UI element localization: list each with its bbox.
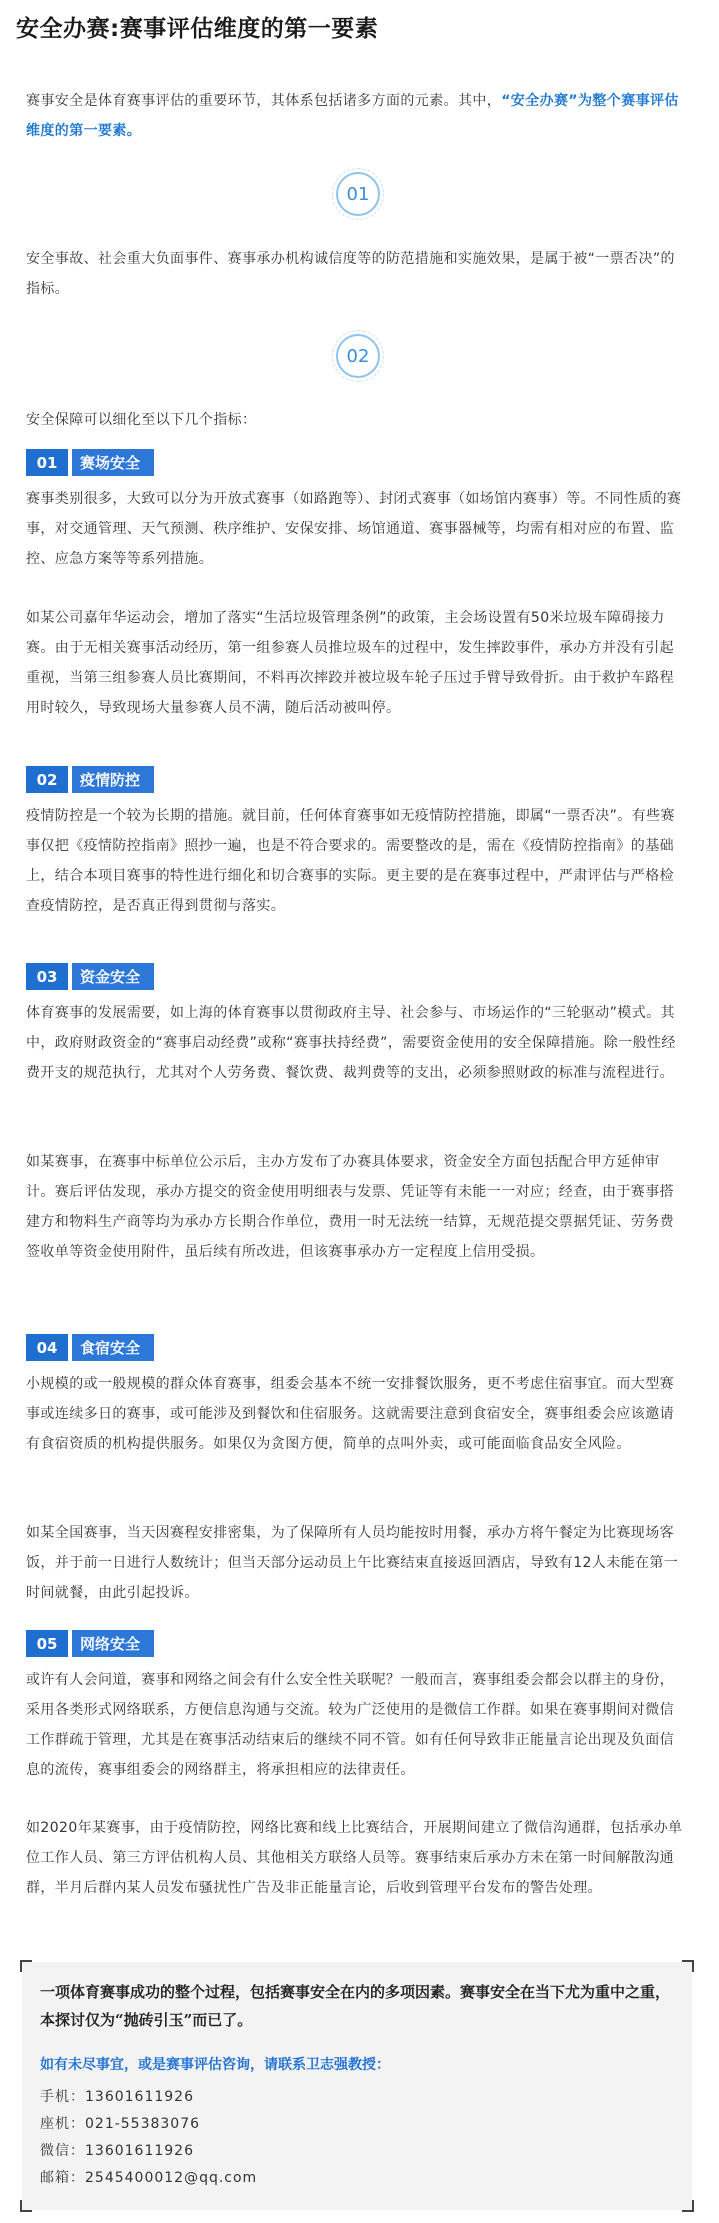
section-number: 02 (26, 766, 68, 793)
corner-bracket-icon (682, 2200, 694, 2212)
intro-paragraph (26, 86, 686, 146)
section-header-01 (26, 449, 154, 476)
veto-paragraph: 安全事故、社会重大负面事件、赛事承办机构诚信度等的防范措施和实施效果，是属于被“一票否决”的指标。 (26, 251, 675, 297)
marker-02: 02 (336, 334, 380, 378)
section-title: 网络安全 (72, 1630, 154, 1657)
section-number: 05 (26, 1630, 68, 1657)
section-number: 04 (26, 1334, 68, 1361)
section-05-para-1: 或许有人会问道，赛事和网络之间会有什么安全性关联呢？一般而言，赛事组委会都会以群主的身份，采用各类形式网络联系，方便信息沟通与交流。较为广泛使用的是微信工作群。如果在赛事期间对微信工作群疏于管理，尤其是在赛事活动结束后的继续不同不管。如有任何导致非正能量言论出现及负面信息的流传，赛事组委会的网络群主，将承担相应的法律责任。 (26, 1672, 674, 1778)
contact-landline: 座机：021-55383076 (40, 2116, 201, 2132)
section-title: 疫情防控 (72, 766, 154, 793)
section-04-para-1: 小规模的或一般规模的群众体育赛事，组委会基本不统一安排餐饮服务，更不考虑住宿事宜。而大型赛事或连续多日的赛事，或可能涉及到餐饮和住宿服务。这就需要注意到食宿安全，赛事组委会应该邀请有食宿资质的机构提供服务。如果仅为贪图方便，简单的点叫外卖，或可能面临食品安全风险。 (26, 1376, 674, 1452)
section-03-para-2: 如某赛事，在赛事中标单位公示后，主办方发布了办赛具体要求，资金安全方面包括配合甲方延伸审计。赛后评估发现，承办方提交的资金使用明细表与发票、凭证等有未能一一对应；经查，由于赛事搭建方和物料生产商等均为承办方长期合作单位，费用一时无法统一结算，无规范提交票据凭证、劳务费签收单等资金使用附件，虽后续有所改进，但该赛事承办方一定程度上信用受损。 (26, 1154, 674, 1260)
section-header-03 (26, 963, 154, 990)
corner-bracket-icon (20, 2200, 32, 2212)
article-title: 安全办赛:赛事评估维度的第一要素 (16, 16, 379, 42)
conclusion-box (22, 1962, 692, 2210)
corner-bracket-icon (20, 1960, 32, 1972)
contact-wechat: 微信：13601611926 (40, 2143, 194, 2159)
section-header-02 (26, 766, 154, 793)
contact-heading: 如有未尽事宜，或是赛事评估咨询，请联系卫志强教授： (40, 2057, 390, 2073)
marker-01: 01 (336, 172, 380, 216)
conclusion-text: 一项体育赛事成功的整个过程，包括赛事安全在内的多项因素。赛事安全在当下尤为重中之重，本探讨仅为“抛砖引玉”而已了。 (40, 1983, 671, 2029)
section-title: 食宿安全 (72, 1334, 154, 1361)
section-header-04 (26, 1334, 154, 1361)
intro-highlight: “安全办赛”为整个赛事评估维度的第一要素。 (26, 93, 679, 139)
indicators-paragraph: 安全保障可以细化至以下几个指标： (26, 412, 257, 428)
contact-email: 邮箱：2545400012@qq.com (40, 2170, 258, 2186)
section-header-05 (26, 1630, 154, 1657)
section-05-para-2: 如2020年某赛事，由于疫情防控，网络比赛和线上比赛结合，开展期间建立了微信沟通群，包括承办单位工作人员、第三方评估机构人员、其他相关方联络人员等。赛事结束后承办方未在第一时间解散沟通群，半月后群内某人员发布骚扰性广告及非正能量言论，后收到管理平台发布的警告处理。 (26, 1820, 683, 1896)
contact-phone: 手机：13601611926 (40, 2089, 194, 2105)
intro-text: 赛事安全是体育赛事评估的重要环节，其体系包括诸多方面的元素。其中， (26, 93, 502, 109)
section-number: 01 (26, 449, 68, 476)
corner-bracket-icon (682, 1960, 694, 1972)
section-title: 赛场安全 (72, 449, 154, 476)
section-01-para-2: 如某公司嘉年华运动会，增加了落实“生活垃圾管理条例”的政策，主会场设置有50米垃圾车障碍接力赛。由于无相关赛事活动经历，第一组参赛人员推垃圾车的过程中，发生摔跤事件，承办方并没有引起重视，当第三组参赛人员比赛期间，不料再次摔跤并被垃圾车轮子压过手臂导致骨折。由于救护车路程用时较久，导致现场大量参赛人员不满，随后活动被叫停。 (26, 610, 674, 716)
section-title: 资金安全 (72, 963, 154, 990)
section-01-para-1: 赛事类别很多，大致可以分为开放式赛事（如路跑等）、封闭式赛事（如场馆内赛事）等。不同性质的赛事，对交通管理、天气预测、秩序维护、安保安排、场馆通道、赛事器械等，均需有相对应的布置、监控、应急方案等等系列措施。 (26, 491, 682, 567)
section-number: 03 (26, 963, 68, 990)
section-03-para-1: 体育赛事的发展需要，如上海的体育赛事以贯彻政府主导、社会参与、市场运作的“三轮驱动”模式。其中，政府财政资金的“赛事启动经费”或称“赛事扶持经费”，需要资金使用的安全保障措施。除一般性经费开支的规范执行，尤其对个人劳务费、餐饮费、裁判费等的支出，必须参照财政的标准与流程进行。 (26, 1005, 676, 1081)
section-02-para-1: 疫情防控是一个较为长期的措施。就目前，任何体育赛事如无疫情防控措施，即属“一票否决”。有些赛事仅把《疫情防控指南》照抄一遍，也是不符合要求的。需要整改的是，需在《疫情防控指南》的基础上，结合本项目赛事的特性进行细化和切合赛事的实际。更主要的是在赛事过程中，严肃评估与严格检查疫情防控，是否真正得到贯彻与落实。 (26, 808, 675, 914)
section-04-para-2: 如某全国赛事，当天因赛程安排密集，为了保障所有人员均能按时用餐，承办方将午餐定为比赛现场客饭，并于前一日进行人数统计；但当天部分运动员上午比赛结束直接返回酒店，导致有12人未能在第一时间就餐，由此引起投诉。 (26, 1525, 679, 1601)
